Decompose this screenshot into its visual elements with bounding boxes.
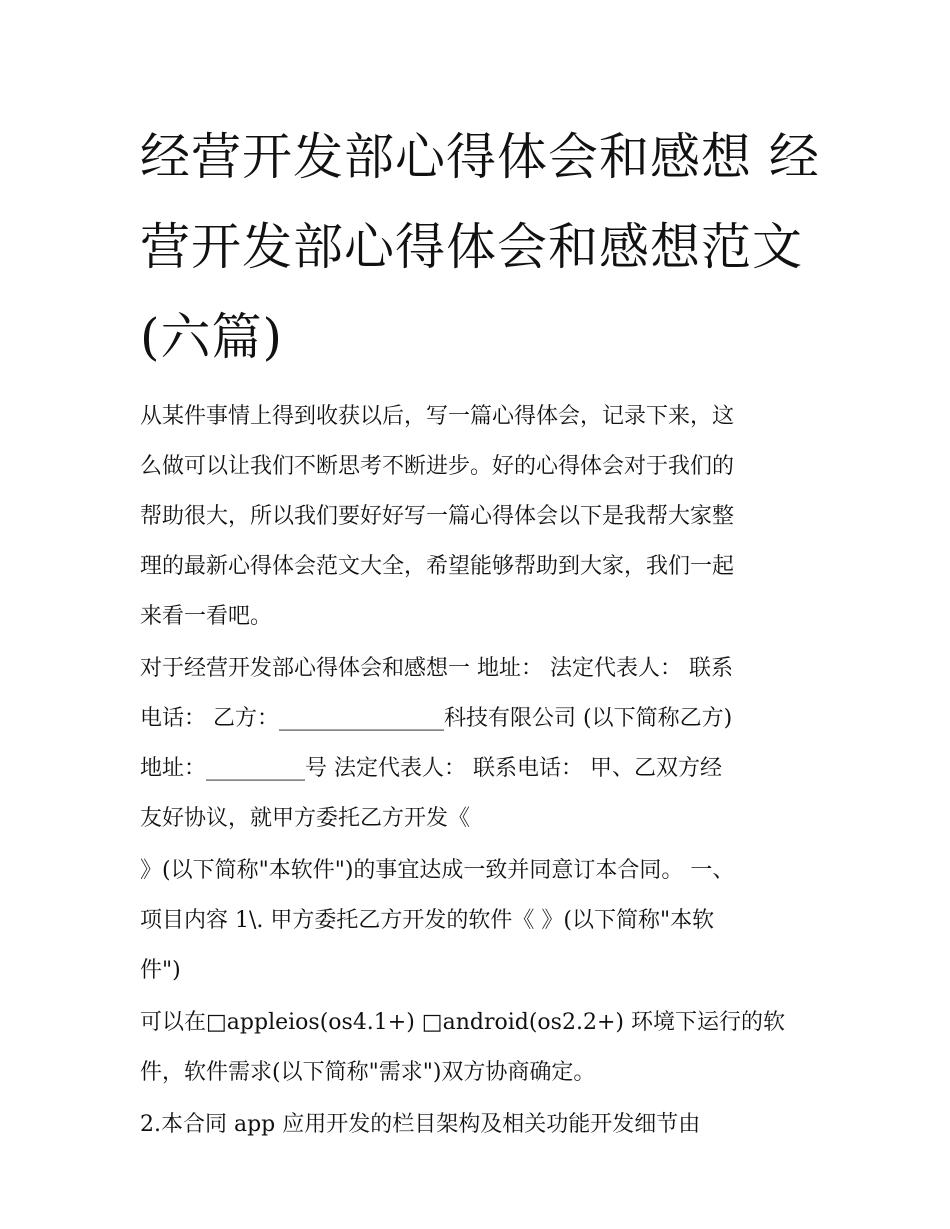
paragraph-line: 友好协议，就甲方委托乙方开发《 — [140, 806, 471, 831]
paragraph-line: 电话： 乙方：_______________科技有限公司 (以下简称乙方) — [140, 706, 733, 731]
paragraph-line: 么做可以让我们不断思考不断进步。好的心得体会对于我们的 — [140, 454, 735, 479]
intro-paragraph — [140, 392, 815, 642]
paragraph-line: 》(以下简称"本软件")的事宜达成一致并同意订本合同。 一、 — [140, 858, 735, 883]
paragraph-line: 对于经营开发部心得体会和感想一 地址： 法定代表人： 联系 — [140, 656, 733, 681]
document-page — [140, 112, 820, 1150]
paragraph-line: 从某件事情上得到收获以后，写一篇心得体会，记录下来，这 — [140, 404, 735, 429]
paragraph-line: 来看一看吧。 — [140, 604, 273, 629]
app-structure-paragraph — [140, 1100, 815, 1150]
paragraph-line: 件，软件需求(以下简称"需求")双方协商确定。 — [140, 1060, 596, 1085]
paragraph-line: 地址：_________号 法定代表人： 联系电话： 甲、乙双方经 — [140, 756, 722, 781]
paragraph-line: 理的最新心得体会范文大全，希望能够帮助到大家，我们一起 — [140, 554, 735, 579]
paragraph-line: 件") — [140, 958, 181, 983]
title-line: 营开发部心得体会和感想范文 — [140, 218, 803, 276]
platform-paragraph — [140, 998, 815, 1098]
document-title — [140, 112, 820, 382]
project-content-paragraph — [140, 846, 815, 996]
paragraph-line: 2.本合同 app 应用开发的栏目架构及相关功能开发细节由 — [140, 1112, 701, 1137]
title-line: (六篇) — [140, 308, 284, 366]
contract-parties-paragraph — [140, 644, 815, 844]
paragraph-line: 可以在□appleios(os4.1+) □android(os2.2+) 环境下运行的软 — [140, 1010, 785, 1035]
paragraph-line: 项目内容 1\. 甲方委托乙方开发的软件《 》(以下简称"本软 — [140, 908, 715, 933]
title-line: 经营开发部心得体会和感想 经 — [140, 128, 820, 186]
paragraph-line: 帮助很大，所以我们要好好写一篇心得体会以下是我帮大家整 — [140, 504, 735, 529]
